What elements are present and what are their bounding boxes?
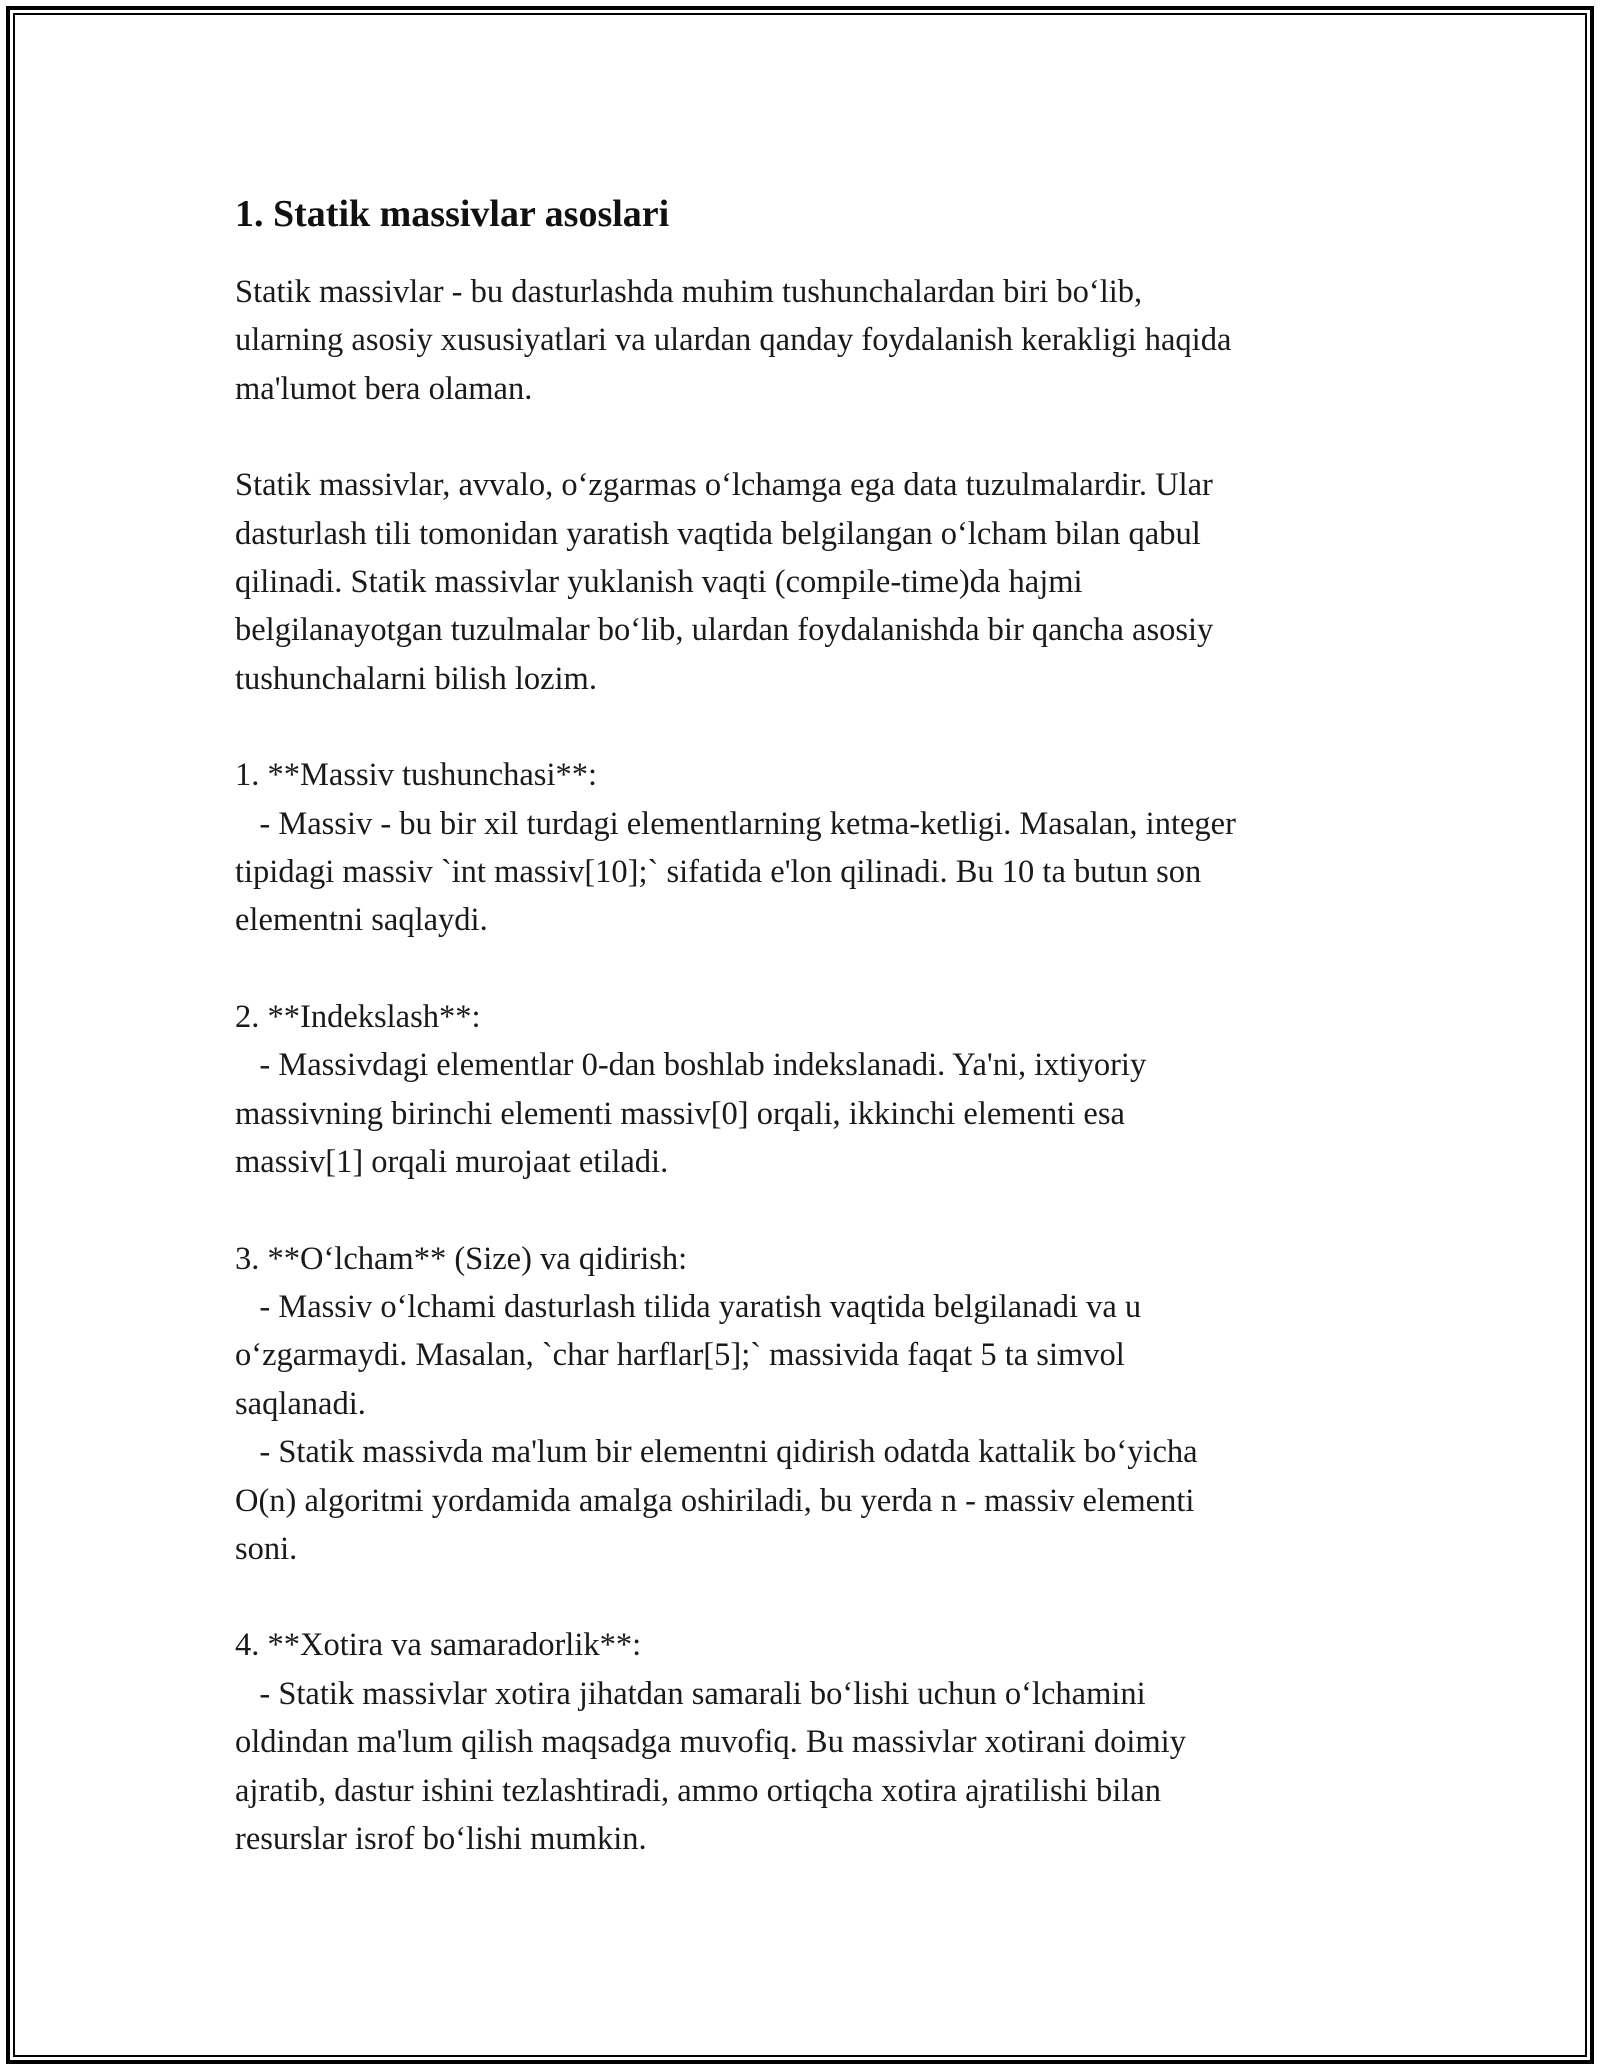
definition-paragraph: Statik massivlar, avvalo, o‘zgarmas o‘lchamga ega data tuzulmalardir. Ular dasturlash tili tomonidan yaratish vaqtida belgilangan o‘lcham bilan qabul qilinadi. Statik massivlar yuklanish vaqti (compile-time)da hajmi belgilanayotgan tuzulmalar bo‘lib, ulardan foydalanishda bir qancha asosiy tushunchalarni bilish lozim. [235,467,1214,697]
intro-paragraph: Statik massivlar - bu dasturlashda muhim tushunchalardan biri bo‘lib, ularning asosiy xususiyatlari va ulardan qanday foydalanish kerakligi haqida ma'lumot bera olaman. [235,274,1232,407]
section-heading: 1. Statik massivlar asoslari [235,193,670,235]
list-item-xotira-samaradorlik: 4. **Xotira va samaradorlik**: - Statik massivlar xotira jihatdan samarali bo‘lishi uchun o‘lchamini oldindan ma'lum qilish maqsadga muvofiq. Bu massivlar xotirani doimiy ajratib, dastur ishini tezlashtiradi, ammo ortiqcha xotira ajratilishi bilan resurslar isrof bo‘lishi mumkin. [235,1627,1186,1857]
list-item-olcham-qidirish: 3. **O‘lcham** (Size) va qidirish: - Massiv o‘lchami dasturlash tilida yaratish vaqtida belgilanadi va u o‘zgarmaydi. Masalan, `char harflar[5];` massivida faqat 5 ta simvol saqlanadi. - Statik massivda ma'lum bir elementni qidirish odatda kattalik bo‘yicha O(n) algoritmi yordamida amalga oshiriladi, bu yerda n - massiv elementi soni. [235,1240,1198,1567]
list-item-massiv-tushunchasi: 1. **Massiv tushunchasi**: - Massiv - bu bir xil turdagi elementlarning ketma-ketligi. Masalan, integer tipidagi massiv `int massiv[10];` sifatida e'lon qilinadi. Bu 10 ta butun son elementni saqlaydi. [235,757,1236,939]
document-body [235,184,1385,1911]
list-item-indekslash: 2. **Indekslash**: - Massivdagi elementlar 0-dan boshlab indekslanadi. Ya'ni, ixtiyoriy massivning birinchi elementi massiv[0] orqali, ikkinchi elementi esa massiv[1] orqali murojaat etiladi. [235,998,1147,1181]
